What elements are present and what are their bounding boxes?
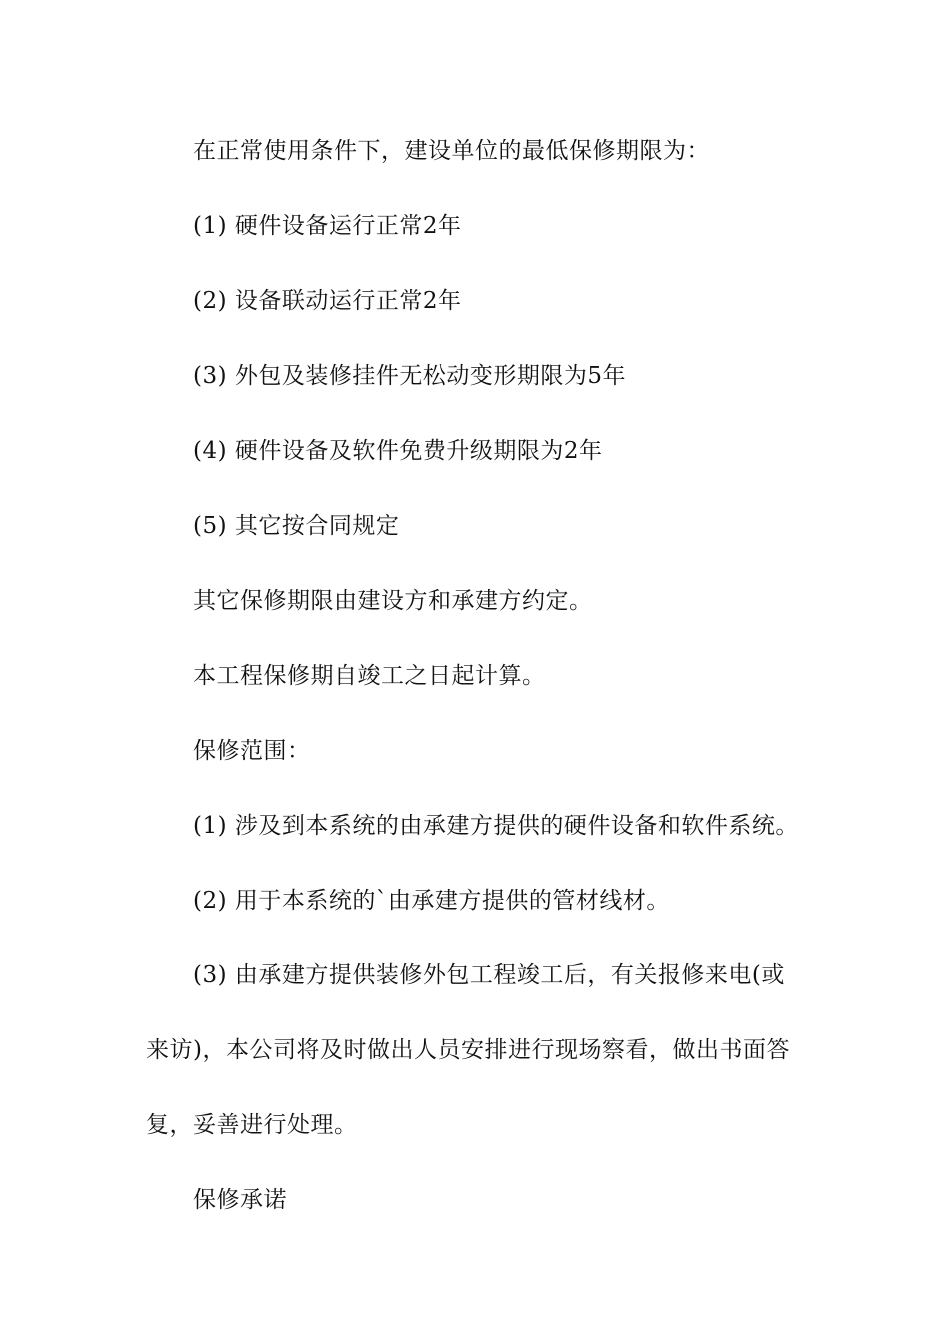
paragraph-warranty-intro: 在正常使用条件下，建设单位的最低保修期限为： — [193, 138, 710, 164]
list-item-scope-repair-line3: 复，妥善进行处理。 — [146, 1112, 358, 1138]
list-item-scope-repair-line2: 来访)，本公司将及时做出人员安排进行现场察看，做出书面答 — [146, 1037, 790, 1063]
list-item-scope-repair-line1: (3) 由承建方提供装修外包工程竣工后，有关报修来电(或 — [193, 962, 785, 988]
paragraph-warranty-start: 本工程保修期自竣工之日起计算。 — [193, 663, 546, 689]
heading-warranty-commitment: 保修承诺 — [193, 1187, 287, 1213]
list-item-equipment-linkage: (2) 设备联动运行正常2年 — [193, 288, 462, 314]
list-item-software-upgrade: (4) 硬件设备及软件免费升级期限为2年 — [193, 438, 603, 464]
heading-warranty-scope: 保修范围： — [193, 738, 311, 764]
list-item-scope-hardware-software: (1) 涉及到本系统的由承建方提供的硬件设备和软件系统。 — [193, 813, 799, 839]
list-item-decoration-fixtures: (3) 外包及装修挂件无松动变形期限为5年 — [193, 363, 627, 389]
paragraph-other-terms: 其它保修期限由建设方和承建方约定。 — [193, 588, 593, 614]
list-item-hardware-operation: (1) 硬件设备运行正常2年 — [193, 213, 462, 239]
list-item-other-contract: (5) 其它按合同规定 — [193, 513, 400, 539]
list-item-scope-pipes-cables: (2) 用于本系统的`由承建方提供的管材线材。 — [193, 888, 670, 914]
